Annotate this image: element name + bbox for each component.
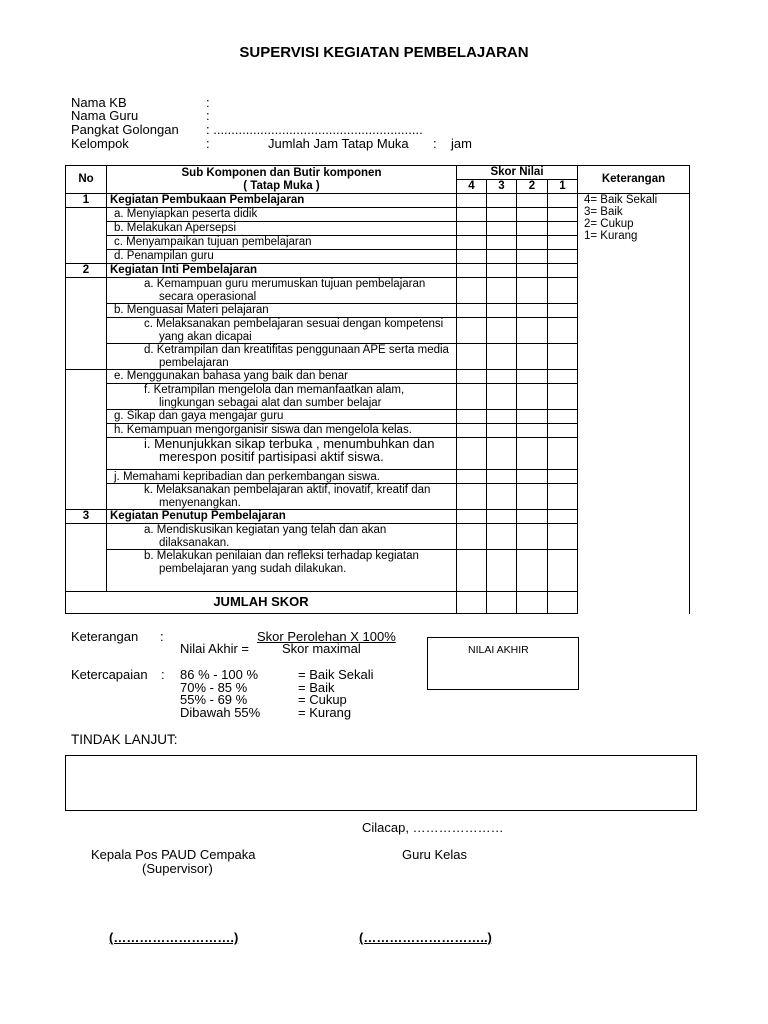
score-cell[interactable] <box>457 424 487 438</box>
score-cell[interactable] <box>487 524 517 550</box>
header-score-4: 4 <box>457 180 487 194</box>
nama-guru-label: Nama Guru <box>71 108 139 123</box>
place-date: Cilacap, ………………… <box>362 820 504 835</box>
score-cell[interactable] <box>457 344 487 370</box>
score-cell[interactable] <box>457 264 487 278</box>
score-cell[interactable] <box>548 344 578 370</box>
score-cell[interactable] <box>517 264 548 278</box>
score-cell[interactable] <box>517 470 548 484</box>
score-cell[interactable] <box>457 410 487 424</box>
score-cell[interactable] <box>548 318 578 344</box>
score-cell[interactable] <box>487 264 517 278</box>
left-sub-role: (Supervisor) <box>142 861 213 876</box>
range-2: 70% - 85 % <box>180 680 248 695</box>
score-cell[interactable] <box>457 222 487 236</box>
score-cell[interactable] <box>517 194 548 208</box>
score-cell[interactable] <box>548 524 578 550</box>
score-cell[interactable] <box>548 222 578 236</box>
score-cell[interactable] <box>457 470 487 484</box>
header-skor-nilai: Skor Nilai <box>457 166 578 180</box>
score-cell[interactable] <box>517 318 548 344</box>
identity-pangkat <box>71 123 179 137</box>
score-cell[interactable] <box>487 550 517 592</box>
identity-nama-guru <box>71 109 138 123</box>
score-cell[interactable] <box>517 304 548 318</box>
nama-kb-colon: : <box>206 95 210 110</box>
score-table <box>65 165 690 614</box>
score-cell[interactable] <box>548 438 578 470</box>
score-cell[interactable] <box>457 236 487 250</box>
eq-2: = Baik <box>298 680 335 695</box>
item-text: b. Menguasai Materi pelajaran <box>107 304 457 318</box>
score-cell[interactable] <box>487 344 517 370</box>
score-cell[interactable] <box>517 370 548 384</box>
score-cell[interactable] <box>487 370 517 384</box>
score-cell[interactable] <box>457 304 487 318</box>
score-cell[interactable] <box>548 304 578 318</box>
item-text: g. Sikap dan gaya mengajar guru <box>107 410 457 424</box>
score-cell[interactable] <box>548 510 578 524</box>
nama-guru-colon: : <box>206 108 210 123</box>
score-cell[interactable] <box>457 194 487 208</box>
score-cell[interactable] <box>517 550 548 592</box>
score-cell[interactable] <box>517 222 548 236</box>
legend-item: 3= Baik <box>584 206 623 218</box>
score-cell[interactable] <box>548 410 578 424</box>
score-cell[interactable] <box>517 208 548 222</box>
header-sub-line1: Sub Komponen dan Butir komponen <box>181 166 382 179</box>
header-no: No <box>66 166 107 194</box>
score-cell[interactable] <box>517 250 548 264</box>
score-cell[interactable] <box>548 424 578 438</box>
keterangan-colon: : <box>160 629 164 644</box>
item-text: i. Menunjukkan sikap terbuka , menumbuhkan dan merespon positif partisipasi aktif siswa. <box>107 438 457 470</box>
legend-item: 4= Baik Sekali <box>584 194 658 206</box>
item-text: j. Memahami kepribadian dan perkembangan siswa. <box>107 470 457 484</box>
score-cell[interactable] <box>487 304 517 318</box>
score-cell[interactable] <box>517 510 548 524</box>
header-sub-komponen <box>107 166 457 194</box>
score-cell[interactable] <box>548 550 578 592</box>
tindak-lanjut-box[interactable] <box>65 755 697 811</box>
jumlah-jam-colon: : <box>433 136 437 151</box>
score-cell[interactable] <box>457 370 487 384</box>
score-cell[interactable] <box>517 424 548 438</box>
score-cell[interactable] <box>548 264 578 278</box>
total-score-cell[interactable] <box>548 592 578 614</box>
right-signature-line: (………………………..) <box>359 930 492 945</box>
score-cell[interactable] <box>517 438 548 470</box>
score-cell[interactable] <box>517 384 548 410</box>
score-cell[interactable] <box>457 510 487 524</box>
score-cell[interactable] <box>487 484 517 510</box>
item-text: e. Menggunakan bahasa yang baik dan benar <box>107 370 457 384</box>
range-1: 86 % - 100 % <box>180 667 259 682</box>
range-3: 55% - 69 % <box>180 692 248 707</box>
section-no-3: 3 <box>66 510 107 524</box>
eq-3: = Cukup <box>298 692 347 707</box>
score-cell[interactable] <box>457 208 487 222</box>
total-score-cell[interactable] <box>517 592 548 614</box>
score-cell[interactable] <box>548 194 578 208</box>
ketercapaian-label: Ketercapaian <box>71 667 148 682</box>
score-cell[interactable] <box>487 438 517 470</box>
eq-4: = Kurang <box>298 705 352 720</box>
section-no-1: 1 <box>66 194 107 208</box>
score-cell[interactable] <box>487 208 517 222</box>
left-role: Kepala Pos PAUD Cempaka <box>91 847 256 862</box>
score-cell[interactable] <box>457 278 487 304</box>
score-cell[interactable] <box>487 194 517 208</box>
right-role: Guru Kelas <box>402 847 468 862</box>
ketercapaian-colon: : <box>161 667 165 682</box>
score-cell[interactable] <box>517 410 548 424</box>
score-cell[interactable] <box>548 278 578 304</box>
nilai-akhir-box-label: NILAI AKHIR <box>468 644 529 656</box>
identity-kelompok <box>71 137 129 151</box>
score-cell[interactable] <box>457 250 487 264</box>
left-signature-line: (……………………….) <box>109 930 239 945</box>
score-cell[interactable] <box>457 384 487 410</box>
score-cell[interactable] <box>548 384 578 410</box>
kelompok-colon: : <box>206 136 210 151</box>
section-title-1: Kegiatan Pembukaan Pembelajaran <box>107 194 457 208</box>
score-cell[interactable] <box>487 236 517 250</box>
item-text: k. Melaksanakan pembelajaran aktif, inovatif, kreatif dan menyenangkan. <box>107 484 457 510</box>
nama-kb-label: Nama KB <box>71 95 127 110</box>
total-score-cell[interactable] <box>487 592 517 614</box>
total-score-cell[interactable] <box>457 592 487 614</box>
score-cell[interactable] <box>457 524 487 550</box>
score-cell[interactable] <box>487 318 517 344</box>
score-cell[interactable] <box>457 484 487 510</box>
score-cell[interactable] <box>548 208 578 222</box>
table-row <box>66 194 690 208</box>
score-cell[interactable] <box>487 222 517 236</box>
item-text: a. Mendiskusikan kegiatan yang telah dan akan dilaksanakan. <box>107 524 457 550</box>
score-cell[interactable] <box>487 470 517 484</box>
jumlah-jam-label: Jumlah Jam Tatap Muka <box>268 136 409 151</box>
item-text: b. Melakukan Apersepsi <box>107 222 457 236</box>
score-cell[interactable] <box>548 236 578 250</box>
score-cell[interactable] <box>487 250 517 264</box>
item-text: f. Ketrampilan mengelola dan memanfaatkan alam, lingkungan sebagai alat dan sumber belajar <box>107 384 457 410</box>
item-text: c. Menyampaikan tujuan pembelajaran <box>107 236 457 250</box>
pangkat-label: Pangkat Golongan <box>71 122 179 137</box>
item-text: b. Melakukan penilaian dan refleksi terhadap kegiatan pembelajaran yang sudah dilakukan. <box>107 550 457 592</box>
section-no-2: 2 <box>66 264 107 278</box>
header-score-1: 1 <box>548 180 578 194</box>
header-keterangan: Keterangan <box>578 166 690 194</box>
page-title: SUPERVISI KEGIATAN PEMBELAJARAN <box>239 44 529 61</box>
nilai-akhir-label: Nilai Akhir = <box>180 641 249 656</box>
score-cell[interactable] <box>487 278 517 304</box>
section-title-2: Kegiatan Inti Pembelajaran <box>107 264 457 278</box>
score-cell[interactable] <box>548 250 578 264</box>
item-text: d. Ketrampilan dan kreatifitas penggunaan APE serta media pembelajaran <box>107 344 457 370</box>
score-cell[interactable] <box>548 484 578 510</box>
header-row <box>66 166 690 180</box>
score-cell[interactable] <box>487 410 517 424</box>
jam-label: jam <box>451 136 472 151</box>
header-score-2: 2 <box>517 180 548 194</box>
score-cell[interactable] <box>548 370 578 384</box>
section-title-3: Kegiatan Penutup Pembelajaran <box>107 510 457 524</box>
header-score-3: 3 <box>487 180 517 194</box>
range-4: Dibawah 55% <box>180 705 261 720</box>
item-text: h. Kemampuan mengorganisir siswa dan mengelola kelas. <box>107 424 457 438</box>
score-cell[interactable] <box>457 438 487 470</box>
eq-1: = Baik Sekali <box>298 667 374 682</box>
legend-item: 2= Cukup <box>584 218 634 230</box>
tindak-lanjut-label: TINDAK LANJUT: <box>71 732 178 747</box>
keterangan-legend <box>578 194 690 614</box>
score-cell[interactable] <box>517 524 548 550</box>
formula-numerator: Skor Perolehan X 100% <box>257 629 396 644</box>
kelompok-label: Kelompok <box>71 136 129 151</box>
score-cell[interactable] <box>548 470 578 484</box>
keterangan-label: Keterangan <box>71 629 139 644</box>
score-cell[interactable] <box>517 236 548 250</box>
item-text: d. Penampilan guru <box>107 250 457 264</box>
item-text: c. Melaksanakan pembelajaran sesuai dengan kompetensi yang akan dicapai <box>107 318 457 344</box>
score-cell[interactable] <box>487 384 517 410</box>
score-cell[interactable] <box>517 484 548 510</box>
pangkat-value: : .......................................................... <box>206 122 423 137</box>
score-cell[interactable] <box>517 344 548 370</box>
score-cell[interactable] <box>457 550 487 592</box>
nilai-akhir-box[interactable] <box>427 637 579 690</box>
score-cell[interactable] <box>517 278 548 304</box>
total-label: JUMLAH SKOR <box>66 592 457 614</box>
item-text: a. Menyiapkan peserta didik <box>107 208 457 222</box>
score-cell[interactable] <box>457 318 487 344</box>
formula-denominator: Skor maximal <box>282 641 361 656</box>
item-text: a. Kemampuan guru merumuskan tujuan pembelajaran secara operasional <box>107 278 457 304</box>
score-cell[interactable] <box>487 510 517 524</box>
header-sub-line2: ( Tatap Muka ) <box>243 179 320 192</box>
score-cell[interactable] <box>487 424 517 438</box>
legend-item: 1= Kurang <box>584 230 638 242</box>
